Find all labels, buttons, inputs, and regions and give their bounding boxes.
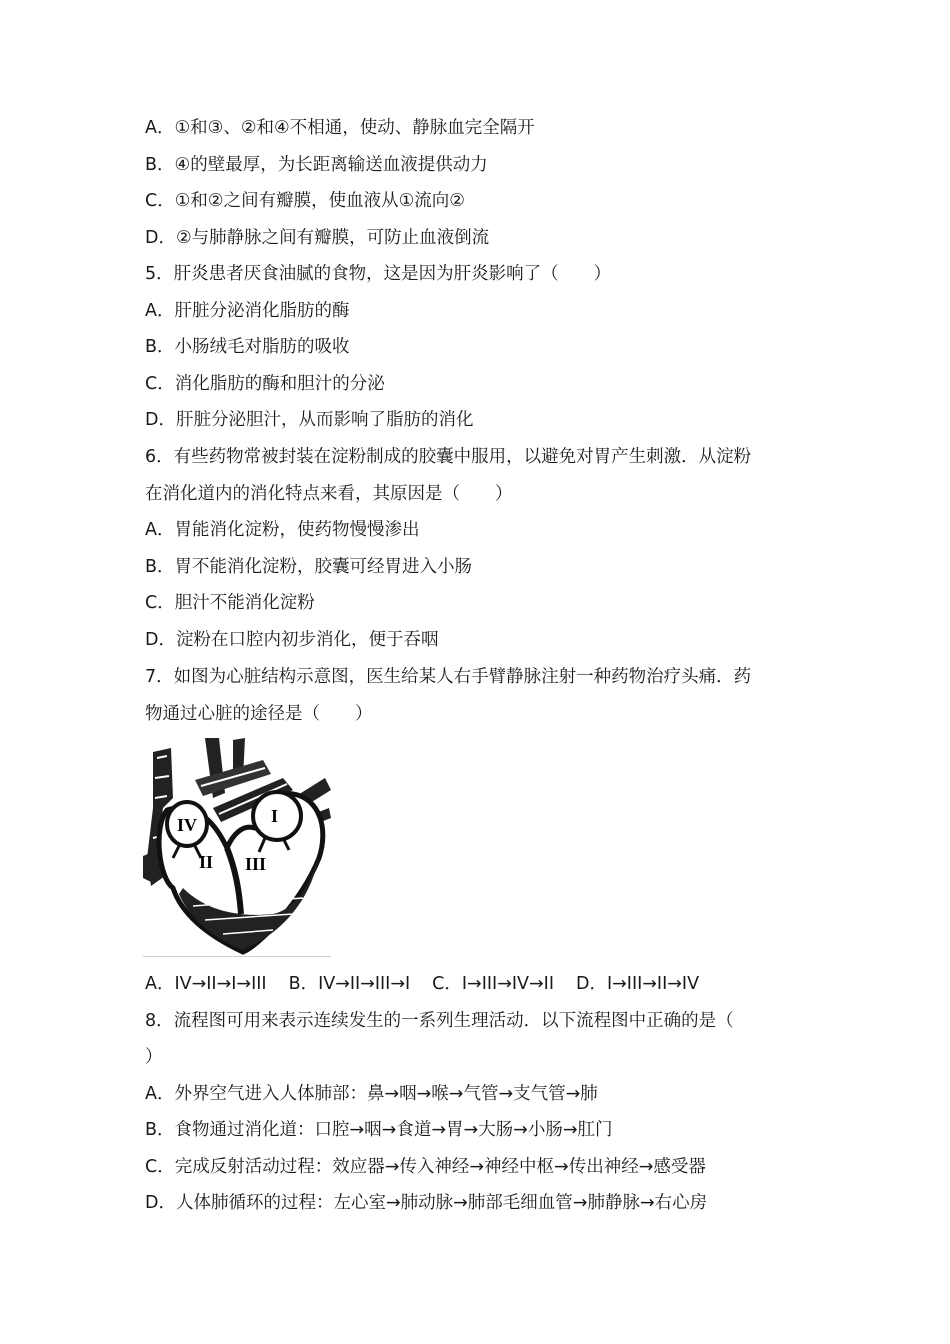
q4-option-a: A．①和③、②和④不相通，使动、静脉血完全隔开 [145,118,535,138]
q5-option-a: A．肝脏分泌消化脂肪的酶 [145,301,350,321]
q4-option-c: C．①和②之间有瓣膜，使血液从①流向② [145,191,465,211]
q7-stem-line2: 物通过心脏的途径是（ ） [145,704,373,724]
q7-options [145,972,721,996]
q7-stem-line1: 7．如图为心脏结构示意图，医生给某人右手臂静脉注射一种药物治疗头痛．药 [145,667,752,687]
label-iv: IV [177,815,198,835]
q7-option-c: C．I→III→IV→II [432,974,554,994]
q8-stem-line1: 8．流程图可用来表示连续发生的一系列生理活动．以下流程图中正确的是（ [145,1011,734,1031]
q8-option-b: B．食物通过消化道：口腔→咽→食道→胃→大肠→小肠→肛门 [145,1120,613,1140]
q4-option-d: D．②与肺静脉之间有瓣膜，可防止血液倒流 [145,228,490,248]
q6-option-a: A．胃能消化淀粉，使药物慢慢渗出 [145,520,420,540]
q4-option-b: B．④的壁最厚，为长距离输送血液提供动力 [145,155,488,175]
q7-option-d: D．I→III→II→IV [575,974,700,994]
q5-option-d: D．肝脏分泌胆汁，从而影响了脂肪的消化 [145,410,474,430]
heart-diagram [143,738,333,960]
label-i: I [271,806,279,826]
q8-stem-line2: ） [145,1047,163,1067]
q6-stem-line2: 在消化道内的消化特点来看，其原因是（ ） [145,484,513,504]
q8-option-d: D．人体肺循环的过程：左心室→肺动脉→肺部毛细血管→肺静脉→右心房 [145,1193,708,1213]
q6-option-d: D．淀粉在口腔内初步消化，便于吞咽 [145,630,439,650]
q8-option-c: C．完成反射活动过程：效应器→传入神经→神经中枢→传出神经→感受器 [145,1157,706,1177]
label-ii: II [199,852,214,872]
figure-divider [143,956,331,957]
label-iii: III [245,854,267,874]
q8-option-a: A．外界空气进入人体肺部：鼻→咽→喉→气管→支气管→肺 [145,1084,598,1104]
q7-option-b: B．IV→II→III→I [288,974,411,994]
q5-option-b: B．小肠绒毛对脂肪的吸收 [145,337,350,357]
q6-option-b: B．胃不能消化淀粉，胶囊可经胃进入小肠 [145,557,473,577]
q5-option-c: C．消化脂肪的酶和胆汁的分泌 [145,374,385,394]
q5-stem: 5．肝炎患者厌食油腻的食物，这是因为肝炎影响了（ ） [145,264,612,284]
q6-stem-line1: 6．有些药物常被封装在淀粉制成的胶囊中服用，以避免对胃产生刺激．从淀粉 [145,447,752,467]
q6-option-c: C．胆汁不能消化淀粉 [145,593,315,613]
q7-option-a: A．IV→II→I→III [145,974,267,994]
